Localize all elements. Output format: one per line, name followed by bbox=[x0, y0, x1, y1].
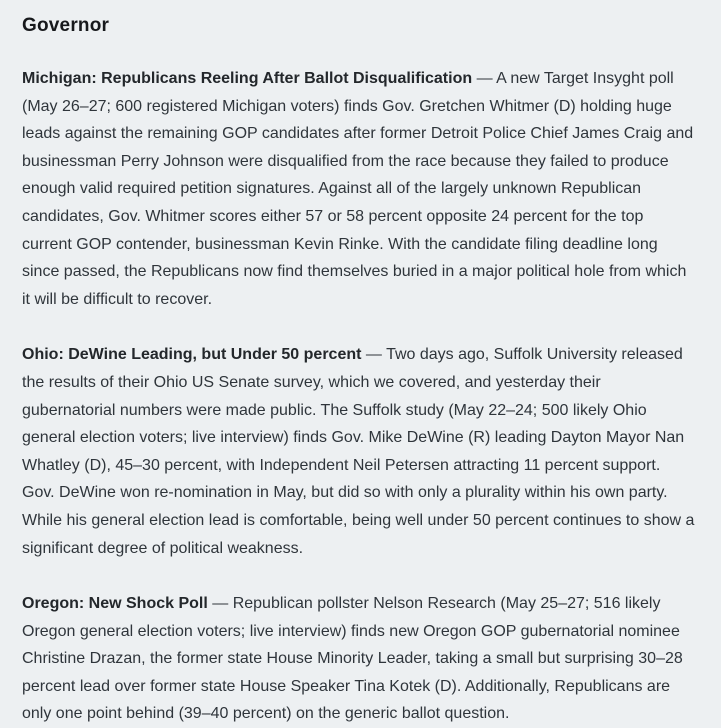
article-michigan bbox=[22, 65, 697, 313]
page-title: Governor bbox=[22, 15, 110, 36]
article-oregon-body: Republican pollster Nelson Research (May 25–27; 516 likely Oregon general election voters; live interview) finds new Oregon GOP gubernatorial nominee Christine Drazan, the former state House Minority Leader, taking a small but surprising 30–28 percent lead over former state House Speaker Tina Kotek (D). Additionally, Republicans are only one point behind (39–40 percent) on the generic ballot question. bbox=[22, 595, 683, 723]
article-michigan-separator: — bbox=[472, 70, 497, 87]
article-ohio bbox=[22, 341, 697, 562]
article-ohio-lead: Ohio: DeWine Leading, but Under 50 percent bbox=[22, 346, 362, 364]
article-oregon-lead: Oregon: New Shock Poll bbox=[22, 595, 208, 613]
article-ohio-body: Two days ago, Suffolk University released the results of their Ohio US Senate survey, which we covered, and yesterday their gubernatorial numbers were made public. The Suffolk study (May 22–24; 500 likely Ohio general election voters; live interview) finds Gov. Mike DeWine (R) leading Dayton Mayor Nan Whatley (D), 45–30 percent, with Independent Neil Petersen attracting 11 percent support. Gov. DeWine won re-nomination in May, but did so with only a plurality within his own party. While his general election lead is comfortable, being well under 50 percent continues to show a significant degree of political weakness. bbox=[22, 346, 695, 557]
article-oregon bbox=[22, 590, 697, 728]
article-michigan-lead: Michigan: Republicans Reeling After Ballot Disqualification bbox=[22, 70, 473, 87]
article-michigan-body: A new Target Insyght poll (May 26–27; 600 registered Michigan voters) finds Gov. Gretchen Whitmer (D) holding huge leads against the remaining GOP candidates after former Detroit Police Chief James Craig and businessman Perry Johnson were disqualified from the race because they failed to produce enough valid required petition signatures. Against all of the largely unknown Republican candidates, Gov. Whitmer scores either 57 or 58 percent opposite 24 percent for the top current GOP contender, businessman Kevin Rinke. With the candidate filing deadline long since passed, the Republicans now find themselves buried in a major political hole from which it will be difficult to recover. bbox=[22, 70, 694, 308]
article-oregon-separator: — bbox=[207, 595, 233, 613]
article-ohio-separator: — bbox=[361, 346, 387, 364]
